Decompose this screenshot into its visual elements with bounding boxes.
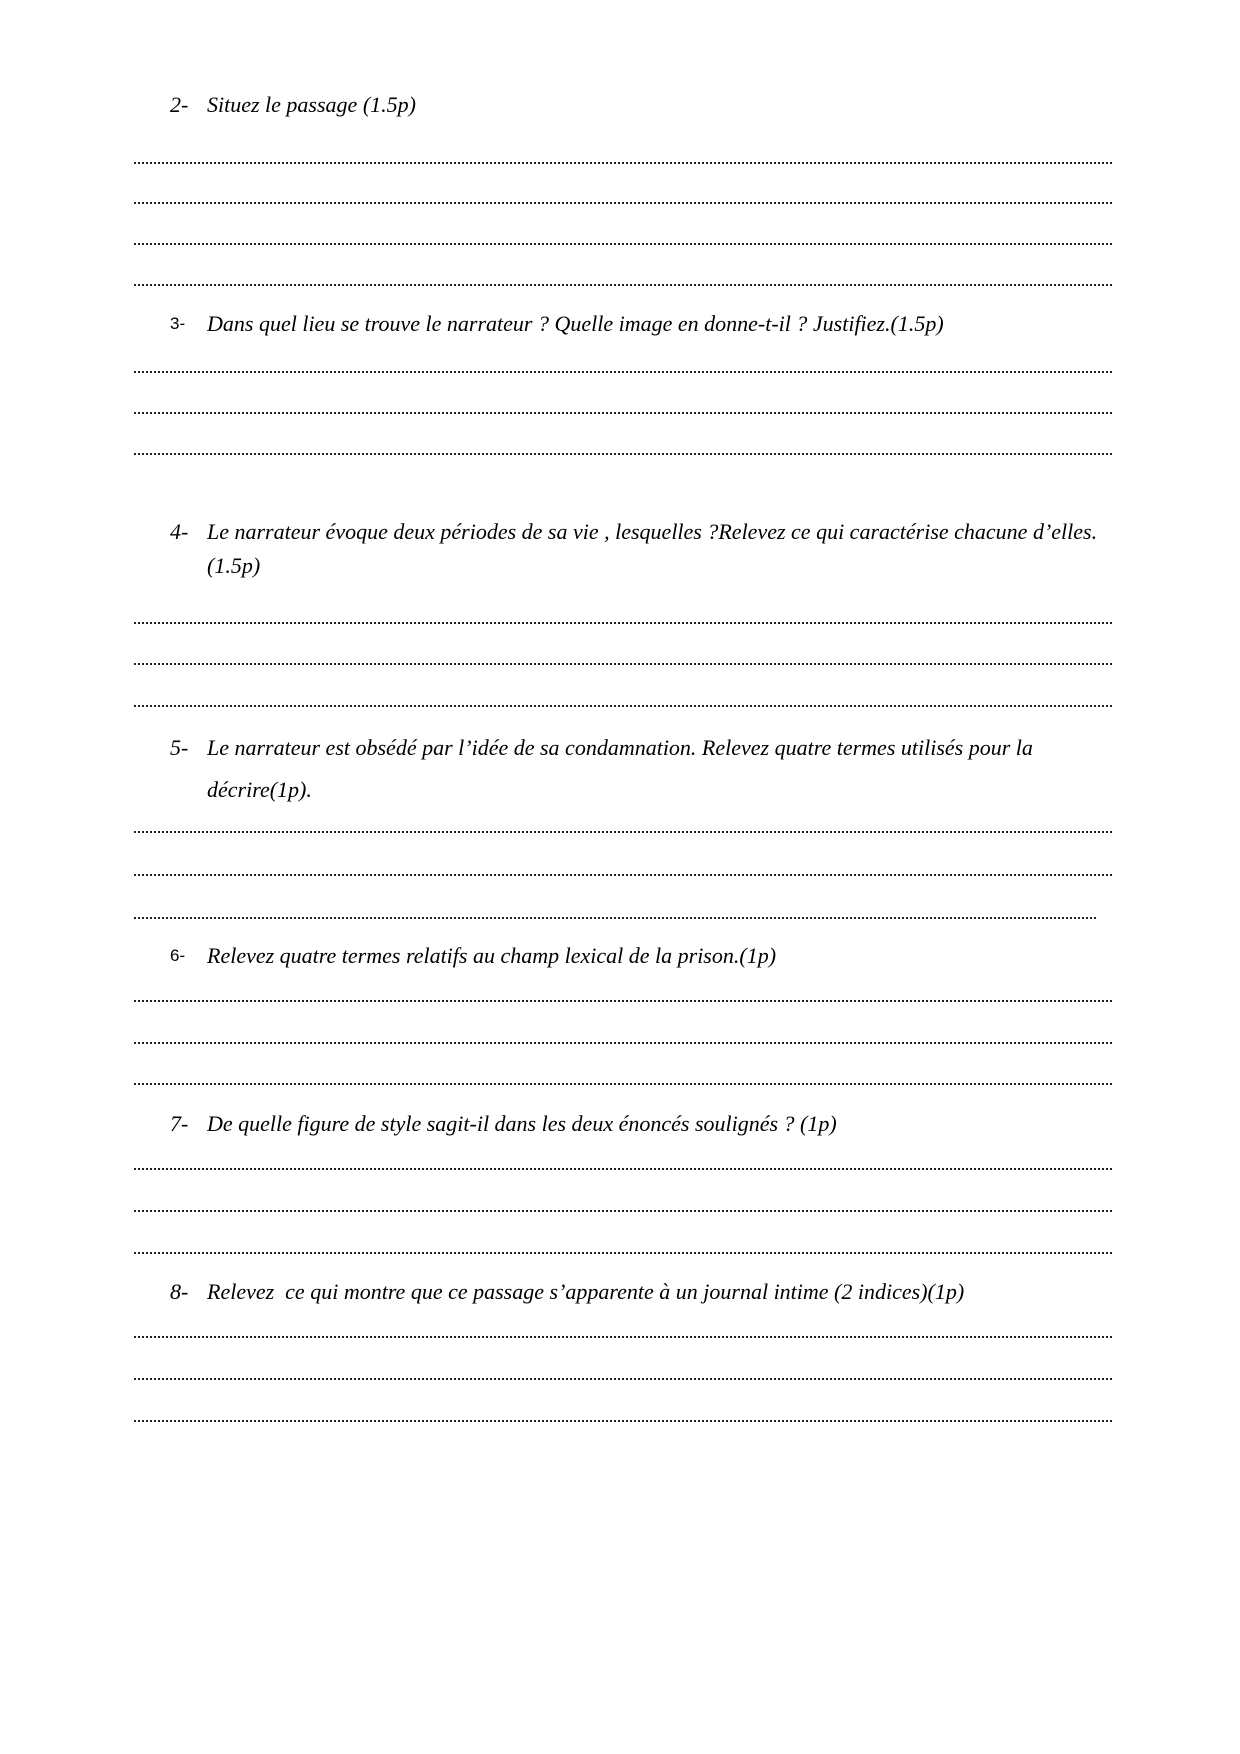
answer-line[interactable] <box>134 1042 1112 1044</box>
question-text: Le narrateur est obsédé par l’idée de sa condamnation. Relevez quatre termes utilisés pour la décrire(1p). <box>207 735 1039 802</box>
question-number: 3- <box>170 314 186 333</box>
answer-line[interactable] <box>134 1378 1112 1380</box>
answer-line[interactable] <box>134 831 1112 833</box>
question-number: 5- <box>170 735 189 760</box>
answer-line[interactable] <box>134 243 1112 245</box>
question-text: Le narrateur évoque deux périodes de sa vie , lesquelles ?Relevez ce qui caractérise chacune d’elles.(1.5p) <box>207 519 1098 578</box>
answer-line[interactable] <box>134 284 1112 286</box>
question-5 <box>170 727 1130 811</box>
answer-line[interactable] <box>134 663 1112 665</box>
question-text: De quelle figure de style sagit-il dans les deux énoncés soulignés ? (1p) <box>207 1111 837 1136</box>
answer-line[interactable] <box>134 1252 1112 1254</box>
answer-line[interactable] <box>134 1168 1112 1170</box>
question-number: 6- <box>170 946 186 965</box>
question-number: 4- <box>170 519 189 544</box>
answer-line[interactable] <box>134 1336 1112 1338</box>
question-8 <box>170 1275 1130 1309</box>
question-4 <box>170 515 1130 583</box>
answer-line[interactable] <box>134 1210 1112 1212</box>
question-text: Relevez quatre termes relatifs au champ lexical de la prison.(1p) <box>207 943 777 968</box>
answer-line[interactable] <box>134 1083 1112 1085</box>
answer-line[interactable] <box>134 705 1112 707</box>
question-2 <box>170 88 1130 122</box>
answer-line[interactable] <box>134 622 1112 624</box>
answer-line[interactable] <box>134 202 1112 204</box>
answer-line[interactable] <box>134 917 1096 919</box>
question-text: Situez le passage (1.5p) <box>207 92 416 117</box>
question-number: 2- <box>170 92 189 117</box>
question-number: 7- <box>170 1111 189 1136</box>
answer-line[interactable] <box>134 453 1112 455</box>
answer-line[interactable] <box>134 412 1112 414</box>
answer-line[interactable] <box>134 1000 1112 1002</box>
question-text: Dans quel lieu se trouve le narrateur ? Quelle image en donne-t-il ? Justifiez.(1.5p) <box>207 311 944 336</box>
answer-line[interactable] <box>134 874 1112 876</box>
answer-line[interactable] <box>134 1420 1112 1422</box>
question-7 <box>170 1107 1130 1141</box>
question-number: 8- <box>170 1279 189 1304</box>
question-text: Relevez ce qui montre que ce passage s’apparente à un journal intime (2 indices)(1p) <box>207 1279 965 1304</box>
question-6 <box>170 939 1130 973</box>
question-3 <box>170 307 1130 341</box>
answer-line[interactable] <box>134 162 1112 164</box>
answer-line[interactable] <box>134 371 1112 373</box>
